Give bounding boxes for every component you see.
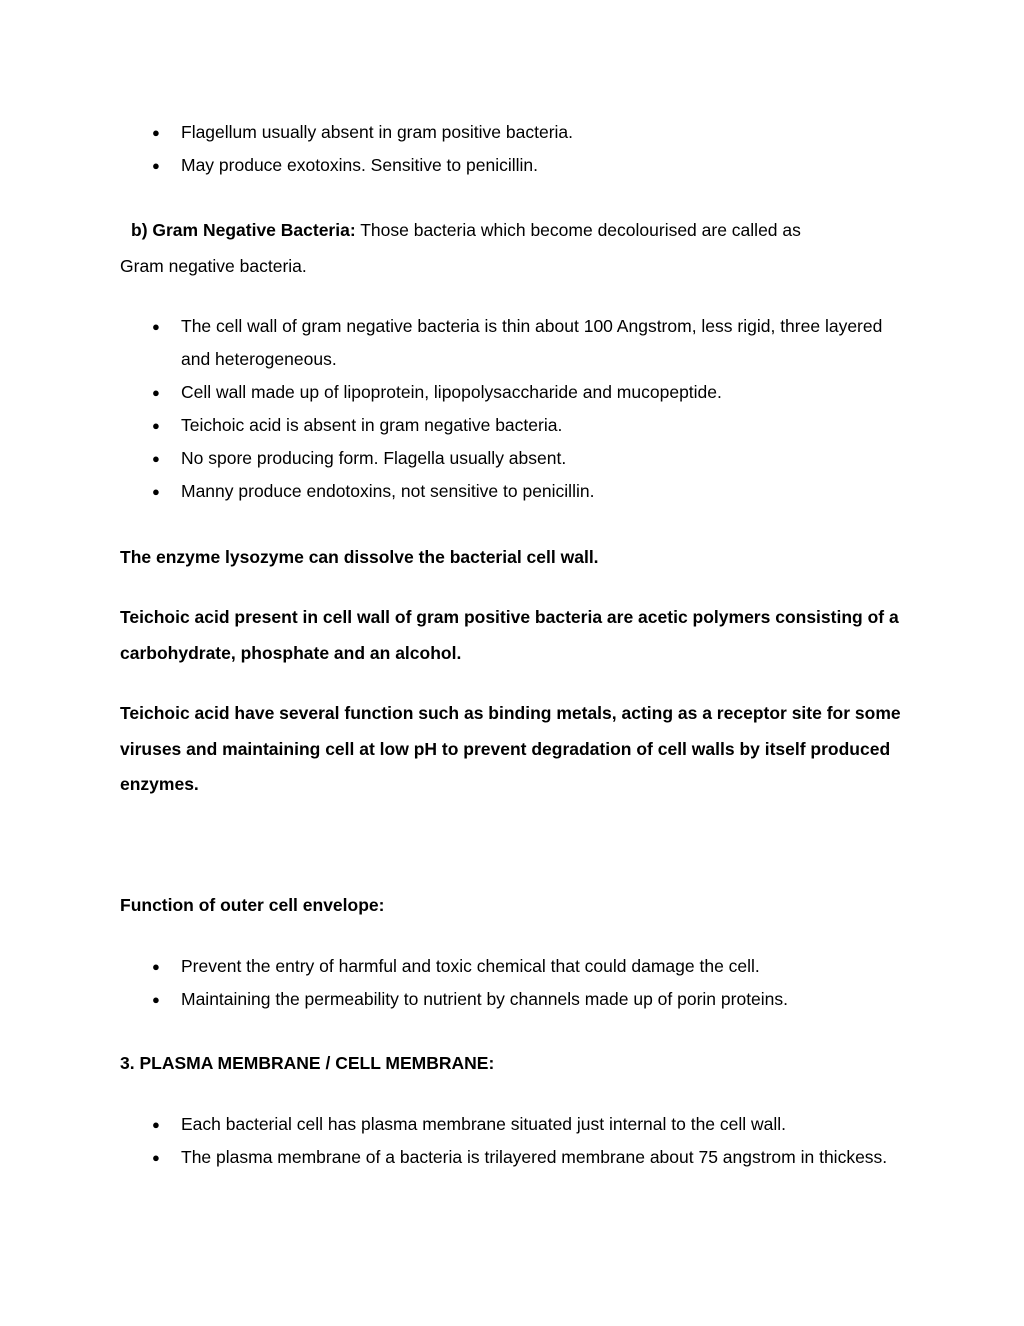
bullet-icon: ● [152, 125, 160, 140]
gram-negative-bullet-list [0, 310, 1024, 508]
outer-envelope-bullet-list [0, 950, 1024, 1016]
list-item: ● Prevent the entry of harmful and toxic chemical that could damage the cell. [0, 950, 1024, 983]
list-item: ● The cell wall of gram negative bacteria is thin about 100 Angstrom, less rigid, three layered and heterogeneous. [0, 310, 1024, 376]
bullet-icon: ● [152, 385, 160, 400]
gram-negative-heading: b) Gram Negative Bacteria: [131, 220, 356, 240]
top-bullet-list [0, 116, 1024, 182]
list-item: ● Teichoic acid is absent in gram negative bacteria. [0, 409, 1024, 442]
list-item: ● Cell wall made up of lipoprotein, lipopolysaccharide and mucopeptide. [0, 376, 1024, 409]
lysozyme-paragraph: The enzyme lysozyme can dissolve the bacterial cell wall. [120, 547, 599, 567]
gram-negative-paragraph [120, 213, 910, 284]
bullet-icon: ● [152, 319, 160, 334]
gram-negative-text-line1: Those bacteria which become decolourised are called as [360, 220, 801, 240]
teichoic-function-paragraph: Teichoic acid have several function such as binding metals, acting as a receptor site for some viruses and maintaining cell at low pH to prevent degradation of cell walls by itself produced enzymes. [120, 703, 901, 794]
bullet-icon: ● [152, 158, 160, 173]
plasma-membrane-bullet-list [0, 1108, 1024, 1174]
list-item: ● Flagellum usually absent in gram positive bacteria. [0, 116, 1024, 149]
list-item: ● May produce exotoxins. Sensitive to penicillin. [0, 149, 1024, 182]
bullet-icon: ● [152, 1117, 160, 1132]
bullet-icon: ● [152, 451, 160, 466]
bullet-icon: ● [152, 484, 160, 499]
bullet-icon: ● [152, 1150, 160, 1165]
list-item: ● The plasma membrane of a bacteria is trilayered membrane about 75 angstrom in thickess. [0, 1141, 1024, 1174]
list-item: ● Maintaining the permeability to nutrient by channels made up of porin proteins. [0, 983, 1024, 1016]
list-item: ● Manny produce endotoxins, not sensitive to penicillin. [0, 475, 1024, 508]
gram-negative-text-line2: Gram negative bacteria. [120, 255, 307, 276]
outer-envelope-heading: Function of outer cell envelope: [120, 895, 385, 915]
plasma-membrane-heading: 3. PLASMA MEMBRANE / CELL MEMBRANE: [120, 1053, 495, 1073]
bullet-icon: ● [152, 418, 160, 433]
teichoic-acid-paragraph: Teichoic acid present in cell wall of gram positive bacteria are acetic polymers consisting of a carbohydrate, phosphate and an alcohol. [120, 607, 899, 663]
bullet-icon: ● [152, 992, 160, 1007]
list-item: ● No spore producing form. Flagella usually absent. [0, 442, 1024, 475]
bullet-icon: ● [152, 959, 160, 974]
list-item: ● Each bacterial cell has plasma membrane situated just internal to the cell wall. [0, 1108, 1024, 1141]
